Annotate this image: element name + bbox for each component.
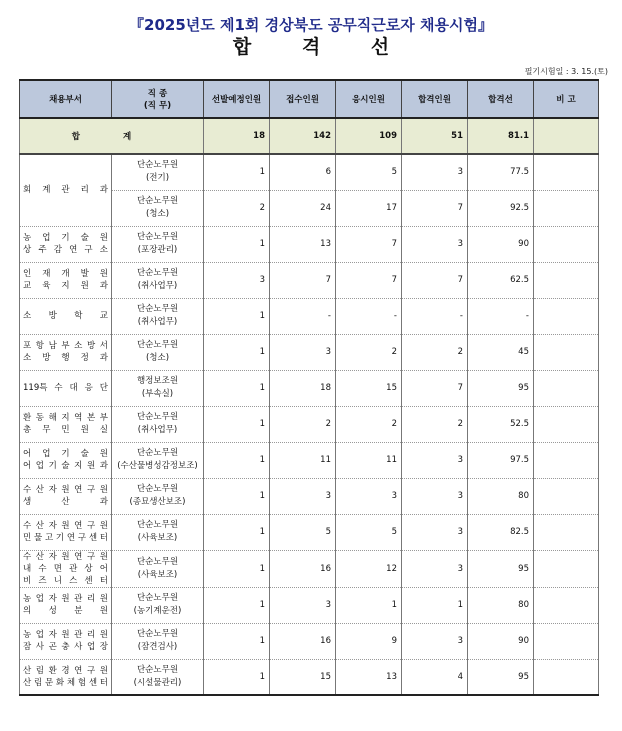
dept-line: 119특 수 대 응 단	[23, 383, 108, 393]
dept-line: 환 동 해 지 역 본 부	[23, 413, 108, 423]
dept-line: 인 재 개 발 원	[23, 269, 108, 279]
dept-cell	[20, 478, 112, 514]
planned-cell: 1	[204, 406, 270, 442]
passed-cell: 7	[402, 370, 468, 406]
dept-line: 농 업 자 원 관 리 원	[23, 630, 108, 640]
table-row	[20, 262, 599, 298]
dept-line: 농 업 자 원 관 리 원	[23, 594, 108, 604]
cutoff-cell: 95	[468, 370, 534, 406]
cutoff-cell: 97.5	[468, 442, 534, 478]
job-title: 행정보조원	[136, 376, 179, 386]
table-row	[20, 334, 599, 370]
remarks-cell	[534, 334, 599, 370]
tested-cell: 17	[336, 190, 402, 226]
job-duty: (포장관리)	[137, 245, 178, 255]
table-body	[20, 118, 599, 695]
job-title: 단순노무원	[136, 664, 179, 675]
dept-line: 수 산 자 원 연 구 원	[23, 485, 108, 495]
dept-cell	[20, 442, 112, 478]
document-subtitle: 합 격 선	[232, 36, 412, 58]
job-duty: (사육보조)	[137, 569, 178, 580]
job-cell	[112, 587, 204, 623]
cutoff-cell: 77.5	[468, 154, 534, 190]
applied-cell: 5	[270, 514, 336, 550]
tested-cell: 15	[336, 370, 402, 406]
applied-cell: -	[270, 298, 336, 334]
dept-line: 소 방 행 정 과	[23, 353, 108, 363]
remarks-cell	[534, 478, 599, 514]
cutoff-cell: 90	[468, 226, 534, 262]
dept-cell	[20, 154, 112, 226]
cutoff-cell: 80	[468, 478, 534, 514]
header-applied: 접수인원	[270, 80, 336, 118]
planned-cell: 1	[204, 550, 270, 587]
tested-cell: -	[336, 298, 402, 334]
dept-cell	[20, 370, 112, 406]
dept-cell	[20, 550, 112, 587]
dept-cell	[20, 298, 112, 334]
tested-cell: 13	[336, 659, 402, 695]
remarks-cell	[534, 190, 599, 226]
job-title: 단순노무원	[136, 484, 179, 494]
job-cell	[112, 406, 204, 442]
cutoff-cell: -	[468, 298, 534, 334]
total-row	[20, 118, 599, 154]
tested-cell: 3	[336, 478, 402, 514]
passed-cell: 7	[402, 190, 468, 226]
passed-cell: 3	[402, 550, 468, 587]
planned-cell: 1	[204, 226, 270, 262]
remarks-cell	[534, 262, 599, 298]
exam-date-note: 필기시험일 : 3. 15.(토)	[524, 67, 608, 76]
job-title: 단순노무원	[136, 593, 179, 603]
table-row	[20, 154, 599, 190]
cutoff-cell: 62.5	[468, 262, 534, 298]
job-duty: (농기계운전)	[133, 606, 182, 616]
job-duty: (종묘생산보조)	[129, 497, 186, 507]
job-title: 단순노무원	[136, 556, 179, 567]
cutoff-cell: 82.5	[468, 514, 534, 550]
tested-cell: 1	[336, 587, 402, 623]
job-cell	[112, 478, 204, 514]
dept-line: 회 계 관 리 과	[23, 185, 108, 196]
header-cutoff: 합격선	[468, 80, 534, 118]
tested-cell: 12	[336, 550, 402, 587]
dept-line: 포 항 남 부 소 방 서	[23, 341, 108, 351]
cutoff-cell: 45	[468, 334, 534, 370]
dept-line: 의 성 분 원	[23, 606, 108, 616]
dept-line: 농 업 기 술 원	[23, 233, 108, 243]
passed-cell: 7	[402, 262, 468, 298]
header-planned: 선발예정인원	[204, 80, 270, 118]
job-duty: (사육보조)	[137, 533, 178, 543]
header-job-top: 직 종	[147, 89, 168, 99]
table-row	[20, 659, 599, 695]
table-row	[20, 587, 599, 623]
applied-cell: 3	[270, 334, 336, 370]
job-duty: (청소)	[145, 353, 170, 363]
planned-cell: 1	[204, 442, 270, 478]
dept-cell	[20, 587, 112, 623]
passed-cell: 4	[402, 659, 468, 695]
results-table	[19, 79, 599, 696]
dept-line: 민 물 고 기 연 구 센 터	[23, 533, 108, 543]
applied-cell: 15	[270, 659, 336, 695]
dept-line: 비 즈 니 스 센 터	[23, 575, 108, 586]
applied-cell: 18	[270, 370, 336, 406]
passed-cell: 2	[402, 406, 468, 442]
tested-cell: 11	[336, 442, 402, 478]
job-title: 단순노무원	[136, 448, 179, 458]
planned-cell: 1	[204, 298, 270, 334]
total-tested: 109	[336, 118, 402, 154]
dept-line: 상 주 감 연 구 소	[23, 245, 108, 255]
dept-cell	[20, 334, 112, 370]
passed-cell: 3	[402, 478, 468, 514]
planned-cell: 1	[204, 623, 270, 659]
job-cell	[112, 190, 204, 226]
job-title: 단순노무원	[136, 304, 179, 314]
job-cell	[112, 298, 204, 334]
tested-cell: 2	[336, 406, 402, 442]
passed-cell: 3	[402, 623, 468, 659]
planned-cell: 3	[204, 262, 270, 298]
passed-cell: 3	[402, 154, 468, 190]
remarks-cell	[534, 442, 599, 478]
total-passed: 51	[402, 118, 468, 154]
total-remarks	[534, 118, 599, 154]
table-row	[20, 298, 599, 334]
applied-cell: 13	[270, 226, 336, 262]
job-cell	[112, 659, 204, 695]
tested-cell: 5	[336, 154, 402, 190]
passed-cell: 3	[402, 442, 468, 478]
job-title: 단순노무원	[136, 268, 179, 278]
planned-cell: 1	[204, 370, 270, 406]
header-job-bottom: (직 무)	[143, 101, 172, 111]
job-duty: (수산물병성감정보조)	[117, 461, 198, 471]
remarks-cell	[534, 298, 599, 334]
table-row	[20, 550, 599, 587]
dept-cell	[20, 406, 112, 442]
job-cell	[112, 623, 204, 659]
dept-line: 수 산 자 원 연 구 원	[23, 551, 108, 562]
total-planned: 18	[204, 118, 270, 154]
header-remarks: 비 고	[534, 80, 599, 118]
job-cell	[112, 226, 204, 262]
remarks-cell	[534, 550, 599, 587]
job-duty: (부속실)	[141, 389, 174, 399]
passed-cell: 3	[402, 226, 468, 262]
applied-cell: 7	[270, 262, 336, 298]
job-title: 단순노무원	[136, 232, 179, 242]
cutoff-cell: 90	[468, 623, 534, 659]
dept-line: 생 산 과	[23, 497, 108, 507]
job-duty: (시설물관리)	[133, 677, 182, 688]
tested-cell: 7	[336, 262, 402, 298]
remarks-cell	[534, 514, 599, 550]
dept-line: 소 방 학 교	[23, 311, 108, 321]
applied-cell: 11	[270, 442, 336, 478]
header-passed: 합격인원	[402, 80, 468, 118]
dept-line: 교 육 지 원 과	[23, 281, 108, 291]
table-row	[20, 226, 599, 262]
table-row	[20, 478, 599, 514]
job-cell	[112, 550, 204, 587]
applied-cell: 16	[270, 550, 336, 587]
table-row	[20, 514, 599, 550]
planned-cell: 1	[204, 587, 270, 623]
job-duty: (취사업무)	[137, 281, 178, 291]
cutoff-cell: 92.5	[468, 190, 534, 226]
applied-cell: 24	[270, 190, 336, 226]
document-title: 『2025년도 제1회 경상북도 공무직근로자 채용시험』	[129, 16, 493, 34]
passed-cell: 3	[402, 514, 468, 550]
tested-cell: 9	[336, 623, 402, 659]
applied-cell: 3	[270, 587, 336, 623]
table-row	[20, 370, 599, 406]
dept-cell	[20, 623, 112, 659]
job-cell	[112, 442, 204, 478]
remarks-cell	[534, 659, 599, 695]
applied-cell: 16	[270, 623, 336, 659]
header-job	[112, 80, 204, 118]
dept-cell	[20, 514, 112, 550]
dept-line: 잠 사 곤 충 사 업 장	[23, 642, 108, 652]
remarks-cell	[534, 154, 599, 190]
table-row	[20, 442, 599, 478]
remarks-cell	[534, 406, 599, 442]
tested-cell: 2	[336, 334, 402, 370]
dept-line: 내 수 면 관 상 어	[23, 563, 108, 574]
job-duty: (잠견검사)	[137, 642, 178, 652]
dept-line: 산 림 문 화 체 험 센 터	[23, 677, 108, 688]
header-tested: 응시인원	[336, 80, 402, 118]
job-cell	[112, 334, 204, 370]
job-title: 단순노무원	[136, 629, 179, 639]
cutoff-cell: 52.5	[468, 406, 534, 442]
cutoff-cell: 80	[468, 587, 534, 623]
dept-line: 어 업 기 술 지 원 과	[23, 461, 108, 471]
cutoff-cell: 95	[468, 659, 534, 695]
applied-cell: 6	[270, 154, 336, 190]
job-title: 단순노무원	[136, 340, 179, 350]
dept-line: 어 업 기 술 원	[23, 449, 108, 459]
cutoff-cell: 95	[468, 550, 534, 587]
job-cell	[112, 262, 204, 298]
passed-cell: 2	[402, 334, 468, 370]
dept-line: 총 무 민 원 실	[23, 425, 108, 435]
job-cell	[112, 514, 204, 550]
table-row	[20, 406, 599, 442]
job-cell	[112, 370, 204, 406]
tested-cell: 5	[336, 514, 402, 550]
dept-line: 수 산 자 원 연 구 원	[23, 521, 108, 531]
planned-cell: 2	[204, 190, 270, 226]
total-cutoff: 81.1	[468, 118, 534, 154]
job-cell	[112, 154, 204, 190]
job-title: 단순노무원	[136, 520, 179, 530]
job-duty: (취사업무)	[137, 425, 178, 435]
applied-cell: 3	[270, 478, 336, 514]
planned-cell: 1	[204, 659, 270, 695]
passed-cell: 1	[402, 587, 468, 623]
remarks-cell	[534, 370, 599, 406]
tested-cell: 7	[336, 226, 402, 262]
applied-cell: 2	[270, 406, 336, 442]
job-duty: (전기)	[145, 173, 170, 184]
dept-cell	[20, 226, 112, 262]
job-duty: (취사업무)	[137, 317, 178, 327]
remarks-cell	[534, 226, 599, 262]
planned-cell: 1	[204, 514, 270, 550]
job-duty: (청소)	[145, 209, 170, 219]
job-title: 단순노무원	[136, 412, 179, 422]
passed-cell: -	[402, 298, 468, 334]
dept-cell	[20, 262, 112, 298]
remarks-cell	[534, 587, 599, 623]
dept-line: 산 림 환 경 연 구 원	[23, 665, 108, 676]
planned-cell: 1	[204, 334, 270, 370]
header-dept: 채용부서	[20, 80, 112, 118]
remarks-cell	[534, 623, 599, 659]
job-title: 단순노무원	[136, 196, 179, 206]
table-row	[20, 623, 599, 659]
total-label: 합 계	[20, 118, 204, 154]
total-applied: 142	[270, 118, 336, 154]
job-title: 단순노무원	[136, 160, 179, 171]
planned-cell: 1	[204, 478, 270, 514]
dept-cell	[20, 659, 112, 695]
planned-cell: 1	[204, 154, 270, 190]
